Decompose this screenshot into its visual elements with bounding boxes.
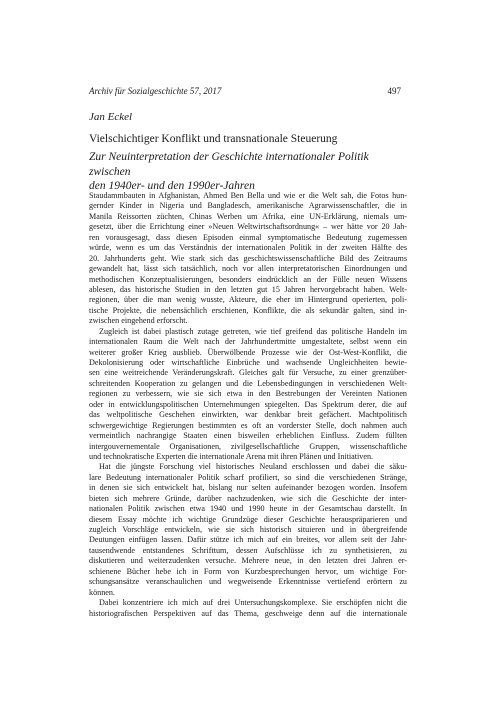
article-title: Vielschichtiger Konflikt und transnationale Steuerung xyxy=(89,133,338,145)
page-number: 497 xyxy=(387,86,401,96)
subtitle-line: den 1940er- und den 1990er-Jahren xyxy=(89,180,255,192)
author-name: Jan Eckel xyxy=(89,111,133,123)
body-line: sen eine weitreichende Veränderungskraft. Gleiches galt für Versuche, zu einer grenzüber- xyxy=(89,368,407,378)
body-text xyxy=(89,191,407,619)
body-line: diesem Essay möchte ich wichtige Grundzüge dieser Geschichte herauspräparieren und xyxy=(89,514,407,524)
running-head xyxy=(89,86,401,97)
body-line: Manila Reissorten züchten, Chinas Werben um Afrika, eine UN-Erklärung, niemals um- xyxy=(89,211,407,221)
body-line: würde, wenn es um das Verständnis der internationalen Politik in der zweiten Hälfte des xyxy=(89,243,407,253)
journal-reference: Archiv für Sozialgeschichte 57, 2017 xyxy=(89,86,222,96)
body-line: schreitenden Kooperation zu gelangen und die Lebensbedingungen in verschiedenen Welt- xyxy=(89,378,407,388)
body-line: und technokratische Experten die internationale Arena mit ihren Plänen und Initiativen. xyxy=(89,451,374,461)
body-line: tausendwende entstandenes Schrifttum, dessen Aufschlüsse ich zu synthetisieren, zu xyxy=(89,545,407,555)
body-line: weiterer großer Krieg ausblieb. Überwölbende Prozesse wie der Ost-West-Konflikt, die xyxy=(89,347,407,357)
body-line: Hat die jüngste Forschung viel historisches Neuland erschlossen und dabei die säku- xyxy=(99,462,407,472)
body-line: gesetzt, über die Errichtung einer »Neuen Weltwirtschaftsordnung« – wer hätte vor 20 Jah- xyxy=(89,222,407,232)
body-line: intergouvernementale Organisationen, zivilgesellschaftliche Gruppen, wissenschaftliche xyxy=(89,441,407,451)
body-line: methodischen Konzeptualisierungen, besonders eindrücklich an der Fülle neuen Wissens xyxy=(89,274,407,284)
body-line: Staudammbauten in Afghanistan, Ahmed Ben Bella und wie er die Welt sah, die Fotos hun- xyxy=(89,191,407,200)
body-line: gernder Kinder in Nigeria und Bangladesch, amerikanische Agrarwissenschaftler, die in xyxy=(89,201,407,211)
body-line: internationalen Raum die Welt nach der Jahrhundertmitte umgestaltete, selbst wenn ein xyxy=(89,337,407,347)
article-subtitle xyxy=(89,150,409,194)
body-line: bieten sich mehrere Gründe, darüber nachzudenken, wie sich die Geschichte der inter- xyxy=(89,493,407,503)
body-line: zugleich Vorschläge entwickeln, wie sie sich historisch situieren und in übergreifende xyxy=(89,525,407,534)
body-line: ren vorausgesagt, dass diesen Episoden einmal symptomatische Bedeutung zugemessen xyxy=(89,232,407,242)
body-line: nationalen Politik zwischen etwa 1940 und 1990 heute in der Gesamtschau darstellt. In xyxy=(89,504,407,514)
subtitle-line: Zur Neuinterpretation der Geschichte internationaler Politik zwischen xyxy=(89,151,369,178)
body-line: können. xyxy=(89,587,115,597)
body-line: schwergewichtige Regierungen bestimmten es oft an vorderster Stelle, doch nahmen auch xyxy=(89,420,407,430)
body-line: schienene Bücher hebe ich in Form von Kurzbesprechungen hervor, um wichtige For- xyxy=(89,566,407,576)
body-line: diskutieren und weiterzudenken versuche. Mehrere neue, in den letzten drei Jahren er- xyxy=(89,556,407,566)
body-line: oder in entwicklungspolitischen Unternehmungen spiegelten. Das Spektrum derer, die auf xyxy=(89,399,407,409)
body-line: historiografischen Perspektiven auf das Thema, geschweige denn auf die internationale xyxy=(89,608,407,618)
body-line: regionen, über die man wenig wusste, Akteure, die eher im Hintergrund operierten, poli- xyxy=(89,295,407,305)
body-line: gewandelt hat, lässt sich tatsächlich, noch vor allen interpretatorischen Einordnungen und xyxy=(89,264,407,274)
body-line: Dabei konzentriere ich mich auf drei Untersuchungskomplexe. Sie erschöpfen nicht die xyxy=(99,598,407,608)
body-line: ablesen, das historische Studien in den letzten gut 15 Jahren hervorgebracht haben. Welt- xyxy=(89,284,407,294)
body-line: 20. Jahrhunderts geht. Wie stark sich das geschichtswissenschaftliche Bild des Zeitraums xyxy=(89,253,407,263)
body-line: Deutungen einfügen lassen. Dafür stütze ich mich auf ein breites, vor allem seit der Jahr- xyxy=(89,535,407,545)
body-line: regionen zu verbessern, wie sie sich etwa in den Bestrebungen der Vereinten Nationen xyxy=(89,389,407,399)
body-line: zwischen eingehend erforscht. xyxy=(89,316,188,326)
body-line: tische Projekte, die nebensächlich erschienen, Konflikte, die als sekundär galten, sind in- xyxy=(89,305,407,315)
body-line: in denen sie sich entwickelt hat, bislang nur selten aufeinander bezogen worden. Insofern xyxy=(89,483,407,493)
body-line: das weltpolitische Geschehen einwirkten, war denkbar breit gefächert. Machtpolitisch xyxy=(89,410,407,420)
body-line: vermeintlich nachrangige Staaten einen bisweilen erheblichen Einfluss. Zudem füllten xyxy=(89,431,407,441)
body-line: Dekolonisierung oder wirtschaftliche Einbrüche und wachsende Ungleichheiten bewie- xyxy=(89,358,407,367)
body-line: schungsansätze veranschaulichen und wegweisende Erkenntnisse vertiefend erörtern zu xyxy=(89,577,407,587)
body-line: lare Bedeutung internationaler Politik scharf profiliert, so sind die verschiedenen Stränge, xyxy=(89,472,407,482)
body-line: Zugleich ist dabei plastisch zutage getreten, wie tief greifend das politische Handeln im xyxy=(99,326,407,336)
